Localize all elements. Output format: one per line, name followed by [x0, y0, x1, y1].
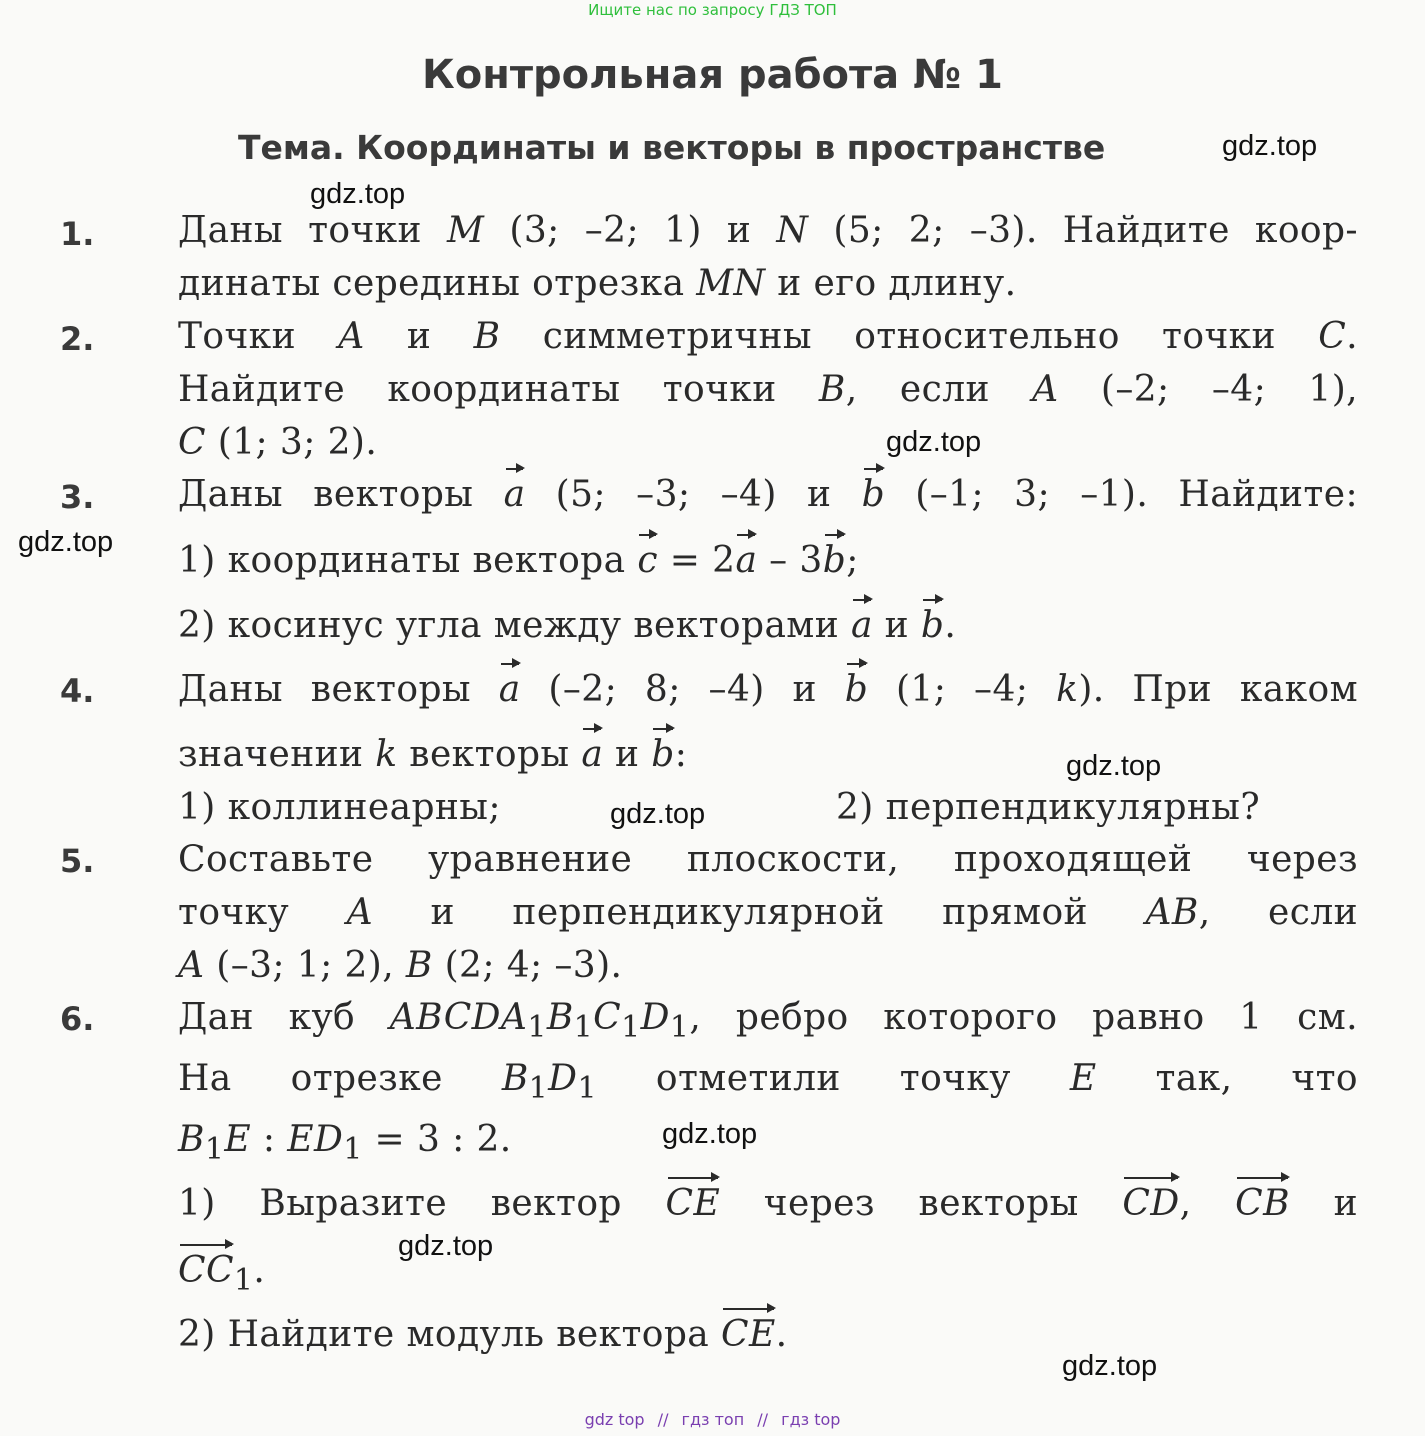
- problem-6-line-6: 2) Найдите модуль вектора CE.: [178, 1314, 788, 1355]
- problem-4-line-2: значении k векторы a и b:: [178, 734, 688, 775]
- footer-separator: //: [657, 1410, 669, 1429]
- watermark: gdz.top: [1066, 750, 1162, 782]
- watermark: gdz.top: [398, 1230, 494, 1262]
- problem-6-line-3: $B_1E$ : $ED_1 = 3$ : 2.: [178, 1119, 512, 1168]
- problem-3-line-1: Даны векторы a (5; –3; –4) и b (–1; 3; –1). Найдите:: [178, 474, 1358, 515]
- problem-number: 5.: [60, 842, 95, 880]
- footer-links: [0, 1410, 1425, 1429]
- watermark: gdz.top: [1062, 1350, 1158, 1382]
- problem-2-line-3: C (1; 3; 2).: [178, 422, 378, 463]
- problem-number: 4.: [60, 672, 95, 710]
- problem-1-line-1: Даны точки M (3; –2; 1) и N (5; 2; –3). Найдите коор-: [178, 210, 1358, 251]
- footer-separator: //: [757, 1410, 769, 1429]
- topic-heading: Тема. Координаты и векторы в пространстве: [238, 128, 1106, 167]
- problem-5-line-2: точку A и перпендикулярной прямой AB, если: [178, 892, 1358, 933]
- problem-number: 1.: [60, 215, 95, 253]
- search-banner[interactable]: Ищите нас по запросу ГДЗ ТОП: [588, 1, 837, 19]
- problem-6-line-5: $CC_1$.: [178, 1250, 266, 1299]
- problem-5-line-3: A (–3; 1; 2), B (2; 4; –3).: [178, 945, 623, 986]
- problem-4-line-3b: 2) перпендикулярны?: [836, 787, 1261, 828]
- footer-link-gdz-top[interactable]: gdz top: [584, 1410, 645, 1429]
- footer-link-gdz-top-ru[interactable]: гдз топ: [681, 1410, 745, 1429]
- problem-number: 3.: [60, 478, 95, 516]
- watermark: gdz.top: [610, 798, 706, 830]
- problem-6-line-4: 1) Выразите вектор CE через векторы CD, CB и: [178, 1183, 1358, 1224]
- watermark: gdz.top: [310, 178, 406, 210]
- problem-number: 6.: [60, 1000, 95, 1038]
- footer-link-gdz-top-mixed[interactable]: гдз top: [781, 1410, 841, 1429]
- problem-number: 2.: [60, 320, 95, 358]
- watermark: gdz.top: [18, 526, 114, 558]
- watermark: gdz.top: [1222, 130, 1318, 162]
- problem-2-line-2: Найдите координаты точки B, если A (–2; –4; 1),: [178, 369, 1358, 410]
- problem-6-line-1: Дан куб $ABCDA_1B_1C_1D_1$, ребро которого равно 1 см.: [178, 997, 1358, 1046]
- watermark: gdz.top: [662, 1118, 758, 1150]
- watermark: gdz.top: [886, 426, 982, 458]
- problem-5-line-1: Составьте уравнение плоскости, проходящей через: [178, 839, 1358, 880]
- problem-4-line-3a: 1) коллинеарны;: [178, 787, 501, 828]
- problem-4-line-1: Даны векторы a (–2; 8; –4) и b (1; –4; k). При каком: [178, 669, 1358, 710]
- problem-3-line-2: 1) координаты вектора c = 2a – 3b;: [178, 540, 859, 581]
- problem-3-line-3: 2) косинус угла между векторами a и b.: [178, 605, 957, 646]
- page-title: Контрольная работа № 1: [422, 52, 1003, 98]
- problem-1-line-2: динаты середины отрезка MN и его длину.: [178, 263, 1017, 304]
- problem-6-line-2: На отрезке $B_1D_1$ отметили точку E так, что: [178, 1058, 1358, 1107]
- problem-2-line-1: Точки A и B симметричны относительно точки C.: [178, 316, 1358, 357]
